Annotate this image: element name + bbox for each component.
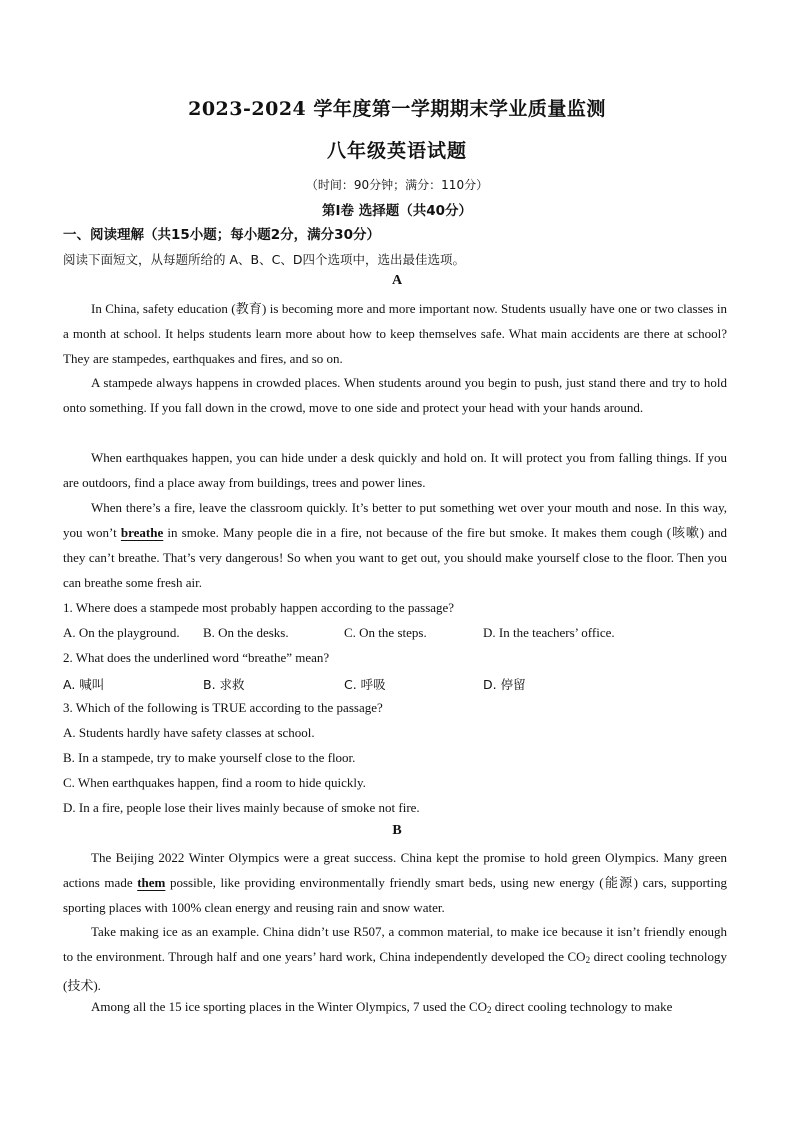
question-3-option-d: D. In a fire, people lose their lives mainly because of smoke not fire.	[63, 800, 420, 815]
question-2-option-b: B. 求救	[203, 677, 245, 692]
underlined-word: them	[137, 875, 166, 890]
question-2-option-d: D. 停留	[483, 677, 526, 692]
exam-info: （时间：90分钟；满分：110分）	[305, 178, 489, 192]
question-3-option-c: C. When earthquakes happen, find a room to hide quickly.	[63, 775, 366, 790]
paragraph-text: Take making ice as an example. China didn’t use R507, a common material, to make ice because it isn’t friendly enough to the environment. Through half and one years’ hard work, China independently developed the CO	[63, 924, 727, 964]
question-1-option-d: D. In the teachers’ office.	[483, 625, 615, 640]
section-directions: 阅读下面短文，从每题所给的 A、B、C、D四个选项中，选出最佳选项。	[63, 252, 465, 267]
passage-a-label: A	[391, 273, 403, 288]
part-title: 第Ⅰ卷 选择题（共40分）	[321, 203, 472, 219]
paragraph-text: direct cooling technology (技术).	[63, 949, 727, 993]
paragraph-text: When there’s a fire, leave the classroom quickly. It’s better to put something wet over your mouth and nose. In this way, you won’t	[63, 500, 727, 540]
passage-b-paragraph-3	[63, 994, 727, 1023]
paragraph-text: in smoke. Many people die in a fire, not because of the fire but smoke. It makes them cough (咳嗽) and they can’t breathe. That’s very dangerous! So when you want to get out, you should make yourself close to the floor. Then you can breathe some fresh air.	[63, 525, 727, 590]
passage-b-paragraph-2	[63, 919, 727, 998]
passage-a-paragraph-4	[63, 495, 727, 595]
question-2-option-c: C. 呼吸	[344, 677, 386, 692]
subscript: 2	[585, 955, 591, 965]
passage-a-paragraph-1: In China, safety education (教育) is becoming more and more important now. Students usually have one or two classes in a month at school. It helps students learn more about how to keep themselves safe. What main accidents are there at school? They are stampedes, earthquakes and fires, and so on.	[63, 301, 727, 366]
paragraph-text: Among all the 15 ice sporting places in the Winter Olympics, 7 used the CO	[91, 999, 488, 1014]
passage-b-label: B	[392, 823, 402, 838]
paragraph-text: The Beijing 2022 Winter Olympics were a great success. China kept the promise to hold green Olympics. Many green actions made	[63, 850, 727, 890]
section-title: 一、阅读理解（共15小题；每小题2分，满分30分）	[63, 227, 380, 243]
paragraph-text: possible, like providing environmentally friendly smart beds, using new energy (能源) cars, supporting sporting places with 100% clean energy and reusing rain and snow water.	[63, 875, 727, 915]
question-2-option-a: A. 喊叫	[63, 677, 105, 692]
question-3-option-a: A. Students hardly have safety classes at school.	[63, 725, 315, 740]
passage-a-paragraph-2: A stampede always happens in crowded places. When students around you begin to push, just stand there and try to hold onto something. If you fall down in the crowd, move to one side and protect your head with your hands around.	[63, 375, 727, 415]
question-1-option-b: B. On the desks.	[203, 625, 289, 640]
question-1-option-c: C. On the steps.	[344, 625, 427, 640]
question-3-option-b: B. In a stampede, try to make yourself close to the floor.	[63, 750, 356, 765]
paragraph-text: direct cooling technology to make	[491, 999, 673, 1014]
subscript: 2	[487, 1005, 492, 1015]
question-1: 1. Where does a stampede most probably happen according to the passage?	[63, 600, 455, 615]
exam-subtitle: 八年级英语试题	[326, 140, 467, 162]
question-1-option-a: A. On the playground.	[63, 625, 180, 640]
question-3: 3. Which of the following is TRUE according to the passage?	[63, 700, 383, 715]
passage-a-paragraph-3: When earthquakes happen, you can hide under a desk quickly and hold on. It will protect you from falling things. If you are outdoors, find a place away from buildings, trees and power lines.	[63, 450, 727, 490]
exam-title: 2023-2024 学年度第一学期期末学业质量监测	[188, 98, 606, 120]
passage-b-paragraph-1	[63, 845, 727, 920]
underlined-word: breathe	[120, 525, 164, 540]
question-2: 2. What does the underlined word “breathe” mean?	[63, 650, 330, 665]
